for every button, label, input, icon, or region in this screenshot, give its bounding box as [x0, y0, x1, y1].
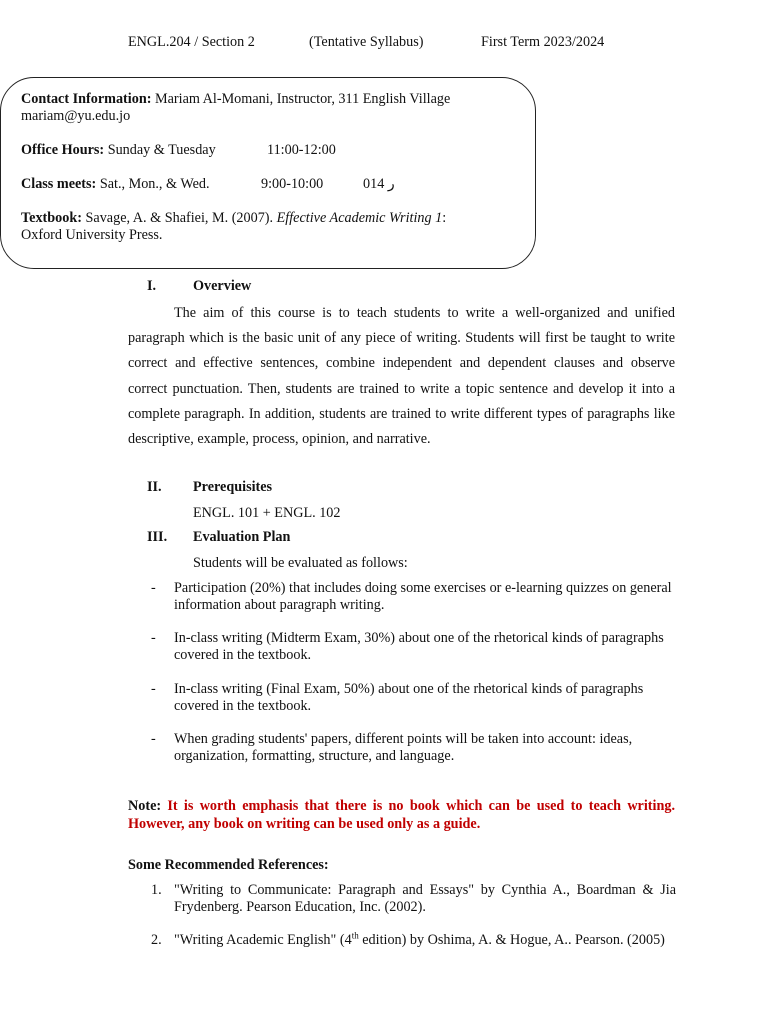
evaluation-item: When grading students' papers, different points will be taken into account: ideas, organization, formatting, structure, and language.	[174, 731, 633, 764]
section-title-evaluation: Evaluation Plan	[193, 529, 291, 545]
office-hours-line	[21, 142, 216, 159]
contact-label: Contact Information:	[21, 91, 152, 107]
evaluation-intro: Students will be evaluated as follows:	[193, 555, 408, 571]
overview-paragraph	[128, 301, 675, 452]
prereq-courses: ENGL. 101 + ENGL. 102	[193, 505, 341, 521]
section-number-evaluation: III.	[147, 529, 168, 545]
textbook-colon: :	[442, 210, 447, 226]
contact-line	[21, 91, 450, 108]
textbook-publisher: Oxford University Press.	[21, 227, 163, 243]
term-label: First Term 2023/2024	[481, 34, 605, 50]
bullet-dash: -	[151, 731, 156, 747]
section-title-prereq: Prerequisites	[193, 479, 273, 495]
office-hours-time: 11:00-12:00	[267, 142, 336, 158]
evaluation-item: In-class writing (Final Exam, 50%) about one of the rhetorical kinds of paragraphs covered in the textbook.	[174, 681, 644, 714]
syllabus-status: (Tentative Syllabus)	[309, 34, 424, 50]
references-heading: Some Recommended References:	[128, 857, 329, 873]
class-meets-label: Class meets:	[21, 176, 97, 192]
bullet-dash: -	[151, 681, 156, 697]
note-text: It is worth emphasis that there is no book which can be used to teach writing. However, any book on writing can be used only as a guide.	[128, 798, 675, 832]
contact-email: mariam@yu.edu.jo	[21, 108, 131, 124]
reference-superscript: th	[351, 930, 359, 941]
bullet-dash: -	[151, 630, 156, 646]
contact-info-box	[0, 77, 536, 269]
reference-text: "Writing Academic English" (4	[174, 932, 352, 948]
note-label: Note:	[128, 798, 162, 814]
class-meets-days: Sat., Mon., & Wed.	[96, 176, 210, 192]
textbook-line	[21, 210, 446, 227]
note-paragraph	[128, 797, 675, 833]
contact-text: Mariam Al-Momani, Instructor, 311 English Village	[151, 91, 451, 107]
textbook-title: Effective Academic Writing 1	[276, 210, 443, 226]
course-code: ENGL.204 / Section 2	[128, 34, 255, 50]
section-number-overview: I.	[147, 278, 157, 294]
office-hours-label: Office Hours:	[21, 142, 105, 158]
section-number-prereq: II.	[147, 479, 162, 495]
textbook-authors: Savage, A. & Shafiei, M. (2007).	[81, 210, 277, 226]
office-hours-days: Sunday & Tuesday	[104, 142, 216, 158]
reference-number: 2.	[151, 932, 162, 948]
reference-item: "Writing to Communicate: Paragraph and Essays" by Cynthia A., Boardman & Jia Frydenberg. Pearson Education, Inc. (2002).	[174, 882, 676, 915]
evaluation-item: In-class writing (Midterm Exam, 30%) about one of the rhetorical kinds of paragraphs covered in the textbook.	[174, 630, 664, 663]
textbook-label: Textbook:	[21, 210, 82, 226]
evaluation-item: Participation (20%) that includes doing some exercises or e-learning quizzes on general information about paragraph writing.	[174, 580, 672, 613]
reference-text: edition) by Oshima, A. & Hogue, A.. Pearson. (2005)	[358, 932, 665, 948]
class-room: 014 ر	[363, 176, 395, 192]
bullet-dash: -	[151, 580, 156, 596]
class-meets-line	[21, 176, 210, 193]
class-meets-time: 9:00-10:00	[261, 176, 324, 192]
reference-item	[174, 932, 676, 949]
overview-text: The aim of this course is to teach students to write a well-organized and unified paragraph which is the basic unit of any piece of writing. Students will first be taught to write correct and effective sentences, combine independent and dependent clauses and observe correct punctuation. Then, students are trained to write a topic sentence and develop it into a complete paragraph. In addition, students are trained to write different types of paragraphs like descriptive, example, process, opinion, and narrative.	[128, 305, 675, 448]
reference-number: 1.	[151, 882, 162, 898]
section-title-overview: Overview	[193, 278, 252, 294]
